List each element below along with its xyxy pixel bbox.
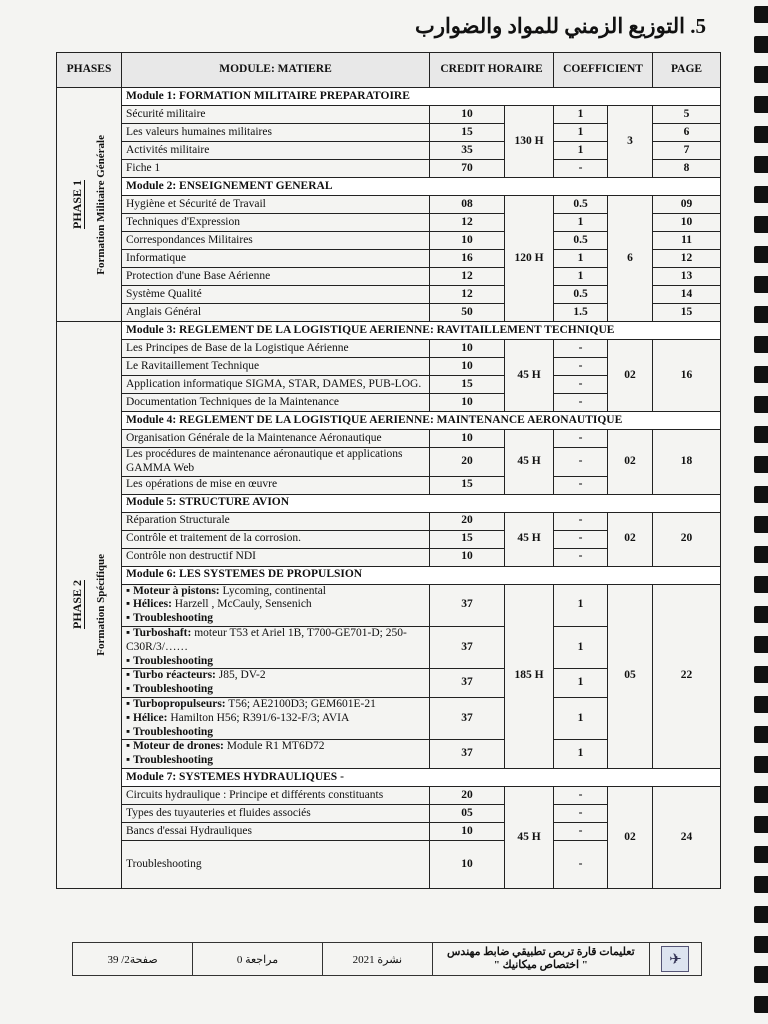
module-1-item-hours: 15 — [430, 124, 505, 142]
module-3-page: 16 — [653, 340, 721, 412]
module-1-item-coef: 1 — [554, 106, 608, 124]
module-6-item-label: Troubleshooting — [132, 683, 214, 696]
module-7-item-name: Circuits hydraulique : Principe et différents constituants — [122, 786, 430, 804]
module-7-item-coef: - — [554, 840, 608, 888]
module-2-item-name: Techniques d'Expression — [122, 214, 430, 232]
binder-hole — [754, 846, 768, 863]
module-7-coefficient: 02 — [608, 786, 653, 888]
module-2-item-coef: 0.5 — [554, 232, 608, 250]
module-3-item-name: Documentation Techniques de la Maintenance — [122, 394, 430, 412]
module-2-item-hours: 50 — [430, 304, 505, 322]
module-2-item-name: Protection d'une Base Aérienne — [122, 268, 430, 286]
module-7-item-coef: - — [554, 822, 608, 840]
module-2-item-name: Correspondances Militaires — [122, 232, 430, 250]
module-2-item-coef: 1 — [554, 268, 608, 286]
footer-revision: مراجعة 0 — [193, 943, 323, 976]
module-2-item-hours: 10 — [430, 232, 505, 250]
module-1-item-page: 7 — [653, 142, 721, 160]
module-6-item: ▪ Turbo réacteurs: J85, DV-2 ▪ Troubleshooting — [122, 669, 430, 698]
module-2-item-page: 14 — [653, 286, 721, 304]
module-7-item-name: Troubleshooting — [122, 840, 430, 888]
module-3-item-hours: 15 — [430, 376, 505, 394]
module-7-title: Module 7: SYSTEMES HYDRAULIQUES - — [122, 768, 721, 786]
module-6-item: ▪ Turboshaft: moteur T53 et Ariel 1B, T700-GE701-D; 250-C30R/3/…… ▪ Troubleshooting — [122, 626, 430, 668]
module-6-item-label: Moteur de drones: — [132, 740, 224, 753]
module-2-item-hours: 08 — [430, 196, 505, 214]
module-2-title: Module 2: ENSEIGNEMENT GENERAL — [122, 178, 721, 196]
module-4-item-name: Les procédures de maintenance aéronautique et applications GAMMA Web — [122, 448, 430, 477]
footer-page: صفحة2/ 39 — [73, 943, 193, 976]
module-6-item-coef: 1 — [554, 697, 608, 739]
module-3-item-hours: 10 — [430, 340, 505, 358]
binder-holes — [754, 0, 768, 1024]
module-4-item-name: Les opérations de mise en œuvre — [122, 476, 430, 494]
module-6-item-coef: 1 — [554, 669, 608, 698]
module-7-item-coef: - — [554, 786, 608, 804]
binder-hole — [754, 126, 768, 143]
header-coefficient: COEFFICIENT — [554, 53, 653, 88]
module-5-item-hours: 10 — [430, 548, 505, 566]
binder-hole — [754, 786, 768, 803]
module-3-item-name: Les Principes de Base de la Logistique Aérienne — [122, 340, 430, 358]
binder-hole — [754, 36, 768, 53]
module-6-item-hours: 37 — [430, 697, 505, 739]
binder-hole — [754, 456, 768, 473]
module-2-item-name: Informatique — [122, 250, 430, 268]
module-2-item-page: 13 — [653, 268, 721, 286]
binder-hole — [754, 576, 768, 593]
module-1-item-name: Activités militaire — [122, 142, 430, 160]
phase-1-subtitle: Formation Militaire Générale — [94, 134, 107, 275]
module-2-item-hours: 12 — [430, 286, 505, 304]
phase-1-cell — [57, 88, 122, 322]
page-heading: 5. التوزيع الزمني للمواد والضوارب — [415, 14, 706, 38]
header-module: MODULE: MATIERE — [122, 53, 430, 88]
module-4-item-hours: 20 — [430, 448, 505, 477]
module-4-item-hours: 10 — [430, 430, 505, 448]
module-6-item-hours: 37 — [430, 740, 505, 769]
binder-hole — [754, 306, 768, 323]
header-credit: CREDIT HORAIRE — [430, 53, 554, 88]
module-4-item-coef: - — [554, 476, 608, 494]
binder-hole — [754, 96, 768, 113]
binder-hole — [754, 486, 768, 503]
module-4-coefficient: 02 — [608, 430, 653, 495]
module-7-item-hours: 05 — [430, 804, 505, 822]
footer-title-cell — [432, 943, 649, 976]
module-1-item-page: 6 — [653, 124, 721, 142]
module-5-page: 20 — [653, 512, 721, 566]
binder-hole — [754, 636, 768, 653]
footer-logo-cell — [649, 943, 701, 976]
module-1-item-name: Sécurité militaire — [122, 106, 430, 124]
module-2-item-coef: 0.5 — [554, 196, 608, 214]
module-6-coefficient: 05 — [608, 584, 653, 768]
module-7-item-name: Types des tuyauteries et fluides associés — [122, 804, 430, 822]
module-6-item-label: Hélices: — [132, 598, 172, 611]
module-4-item-hours: 15 — [430, 476, 505, 494]
module-3-item-name: Le Ravitaillement Technique — [122, 358, 430, 376]
module-6-page: 22 — [653, 584, 721, 768]
module-7-credit: 45 H — [505, 786, 554, 888]
binder-hole — [754, 726, 768, 743]
phase-2-subtitle: Formation Spécifique — [94, 554, 107, 656]
binder-hole — [754, 606, 768, 623]
module-6-item-hours: 37 — [430, 669, 505, 698]
module-3-item-coef: - — [554, 394, 608, 412]
module-6-item: ▪ Moteur de drones: Module R1 MT6D72 ▪ Troubleshooting — [122, 740, 430, 769]
binder-hole — [754, 6, 768, 23]
module-2-item-coef: 1 — [554, 250, 608, 268]
module-1-item-page: 8 — [653, 160, 721, 178]
module-6-item-hours: 37 — [430, 584, 505, 626]
module-1-title: Module 1: FORMATION MILITAIRE PREPARATOIRE — [122, 88, 721, 106]
module-2-item-hours: 12 — [430, 268, 505, 286]
binder-hole — [754, 666, 768, 683]
module-6-item-text: J85, DV-2 — [215, 669, 266, 682]
module-5-item-name: Réparation Structurale — [122, 512, 430, 530]
module-6-title: Module 6: LES SYSTEMES DE PROPULSION — [122, 566, 721, 584]
binder-hole — [754, 276, 768, 293]
module-7-item-coef: - — [554, 804, 608, 822]
module-6-item-label: Turbopropulseurs: — [132, 697, 226, 710]
module-3-item-coef: - — [554, 340, 608, 358]
module-6-item-label: Moteur à pistons: — [132, 584, 220, 597]
module-6-item-text: Module R1 MT6D72 — [223, 740, 325, 753]
phase-2-cell — [57, 322, 122, 889]
module-6-item-label: Hélice: — [132, 711, 168, 724]
module-6-item: ▪ Moteur à pistons: Lycoming, continental ▪ Hélices: Harzell , McCauly, Sensenich ▪ Troubleshooting — [122, 584, 430, 626]
module-6-item-text: Lycoming, continental — [219, 584, 326, 597]
module-3-item-hours: 10 — [430, 358, 505, 376]
module-4-item-name: Organisation Générale de la Maintenance Aéronautique — [122, 430, 430, 448]
phase-2-title: PHASE 2 — [70, 580, 85, 630]
binder-hole — [754, 186, 768, 203]
binder-hole — [754, 876, 768, 893]
module-1-item-hours: 35 — [430, 142, 505, 160]
binder-hole — [754, 546, 768, 563]
module-2-item-coef: 1 — [554, 214, 608, 232]
module-5-credit: 45 H — [505, 512, 554, 566]
module-4-item-coef: - — [554, 430, 608, 448]
module-2-item-page: 09 — [653, 196, 721, 214]
module-2-item-coef: 1.5 — [554, 304, 608, 322]
binder-hole — [754, 966, 768, 983]
module-5-item-coef: - — [554, 530, 608, 548]
binder-hole — [754, 336, 768, 353]
module-5-title: Module 5: STRUCTURE AVION — [122, 494, 721, 512]
module-2-item-page: 12 — [653, 250, 721, 268]
module-1-item-name: Fiche 1 — [122, 160, 430, 178]
module-1-coefficient: 3 — [608, 106, 653, 178]
module-6-item: ▪ Turbopropulseurs: T56; AE2100D3; GEM601E-21 ▪ Hélice: Hamilton H56; R391/6-132-F/3; AVIA ▪ Troubleshooting — [122, 697, 430, 739]
module-2-item-page: 10 — [653, 214, 721, 232]
module-5-item-coef: - — [554, 548, 608, 566]
module-1-item-page: 5 — [653, 106, 721, 124]
module-6-item-label: Turboshaft: — [132, 626, 192, 639]
module-6-item-label: Troubleshooting — [132, 754, 214, 767]
module-2-item-coef: 0.5 — [554, 286, 608, 304]
module-2-item-hours: 12 — [430, 214, 505, 232]
module-6-item-text: Harzell , McCauly, Sensenich — [171, 598, 312, 611]
module-2-item-name: Hygiène et Sécurité de Travail — [122, 196, 430, 214]
page-footer — [72, 942, 702, 976]
schedule-table — [56, 52, 721, 889]
module-1-item-coef: 1 — [554, 142, 608, 160]
module-2-item-name: Système Qualité — [122, 286, 430, 304]
binder-hole — [754, 996, 768, 1013]
module-2-item-name: Anglais Général — [122, 304, 430, 322]
module-6-item-label: Troubleshooting — [132, 654, 214, 667]
module-6-item-coef: 1 — [554, 584, 608, 626]
footer-title: تعليمات قارة تربص تطبيقي ضابط مهندس — [447, 946, 635, 959]
module-6-item-text: T56; AE2100D3; GEM601E-21 — [225, 697, 376, 710]
binder-hole — [754, 156, 768, 173]
module-7-item-hours: 10 — [430, 822, 505, 840]
binder-hole — [754, 516, 768, 533]
module-1-credit: 130 H — [505, 106, 554, 178]
module-3-item-name: Application informatique SIGMA, STAR, DAMES, PUB-LOG. — [122, 376, 430, 394]
module-3-title: Module 3: REGLEMENT DE LA LOGISTIQUE AERIENNE: RAVITAILLEMENT TECHNIQUE — [122, 322, 721, 340]
air-force-emblem-icon: ✈ — [661, 946, 689, 972]
module-2-credit: 120 H — [505, 196, 554, 322]
module-7-page: 24 — [653, 786, 721, 888]
module-6-item-coef: 1 — [554, 740, 608, 769]
module-5-coefficient: 02 — [608, 512, 653, 566]
module-7-item-hours: 20 — [430, 786, 505, 804]
module-4-title: Module 4: REGLEMENT DE LA LOGISTIQUE AERIENNE: MAINTENANCE AERONAUTIQUE — [122, 412, 721, 430]
module-1-item-coef: 1 — [554, 124, 608, 142]
module-6-item-hours: 37 — [430, 626, 505, 668]
module-2-item-page: 15 — [653, 304, 721, 322]
module-7-item-name: Bancs d'essai Hydrauliques — [122, 822, 430, 840]
binder-hole — [754, 696, 768, 713]
module-4-credit: 45 H — [505, 430, 554, 495]
binder-hole — [754, 396, 768, 413]
module-5-item-coef: - — [554, 512, 608, 530]
module-1-item-name: Les valeurs humaines militaires — [122, 124, 430, 142]
binder-hole — [754, 366, 768, 383]
binder-hole — [754, 816, 768, 833]
module-7-item-hours: 10 — [430, 840, 505, 888]
module-2-item-hours: 16 — [430, 250, 505, 268]
binder-hole — [754, 756, 768, 773]
module-2-coefficient: 6 — [608, 196, 653, 322]
module-5-item-name: Contrôle et traitement de la corrosion. — [122, 530, 430, 548]
binder-hole — [754, 246, 768, 263]
module-1-item-hours: 10 — [430, 106, 505, 124]
module-3-item-coef: - — [554, 376, 608, 394]
footer-subtitle: " اختصاص ميكانيك " — [493, 959, 588, 971]
binder-hole — [754, 936, 768, 953]
module-6-item-label: Troubleshooting — [132, 725, 214, 738]
module-4-page: 18 — [653, 430, 721, 495]
module-3-credit: 45 H — [505, 340, 554, 412]
header-phases: PHASES — [57, 53, 122, 88]
header-page: PAGE — [653, 53, 721, 88]
module-3-item-coef: - — [554, 358, 608, 376]
module-2-item-page: 11 — [653, 232, 721, 250]
module-6-item-text: moteur T53 et Ariel 1B, T700-GE701-D; 250-C30R/3/…… — [126, 626, 407, 653]
module-5-item-hours: 15 — [430, 530, 505, 548]
module-5-item-name: Contrôle non destructif NDI — [122, 548, 430, 566]
module-6-item-text: Hamilton H56; R391/6-132-F/3; AVIA — [167, 711, 350, 724]
module-1-item-hours: 70 — [430, 160, 505, 178]
module-1-item-coef: - — [554, 160, 608, 178]
module-6-item-label: Troubleshooting — [132, 612, 214, 625]
binder-hole — [754, 216, 768, 233]
module-6-item-label: Turbo réacteurs: — [132, 669, 216, 682]
binder-hole — [754, 906, 768, 923]
binder-hole — [754, 426, 768, 443]
module-3-item-hours: 10 — [430, 394, 505, 412]
binder-hole — [754, 66, 768, 83]
module-4-item-coef: - — [554, 448, 608, 477]
module-6-credit: 185 H — [505, 584, 554, 768]
module-6-item-coef: 1 — [554, 626, 608, 668]
footer-edition: نشرة 2021 — [322, 943, 432, 976]
phase-1-title: PHASE 1 — [70, 179, 85, 229]
module-5-item-hours: 20 — [430, 512, 505, 530]
module-3-coefficient: 02 — [608, 340, 653, 412]
